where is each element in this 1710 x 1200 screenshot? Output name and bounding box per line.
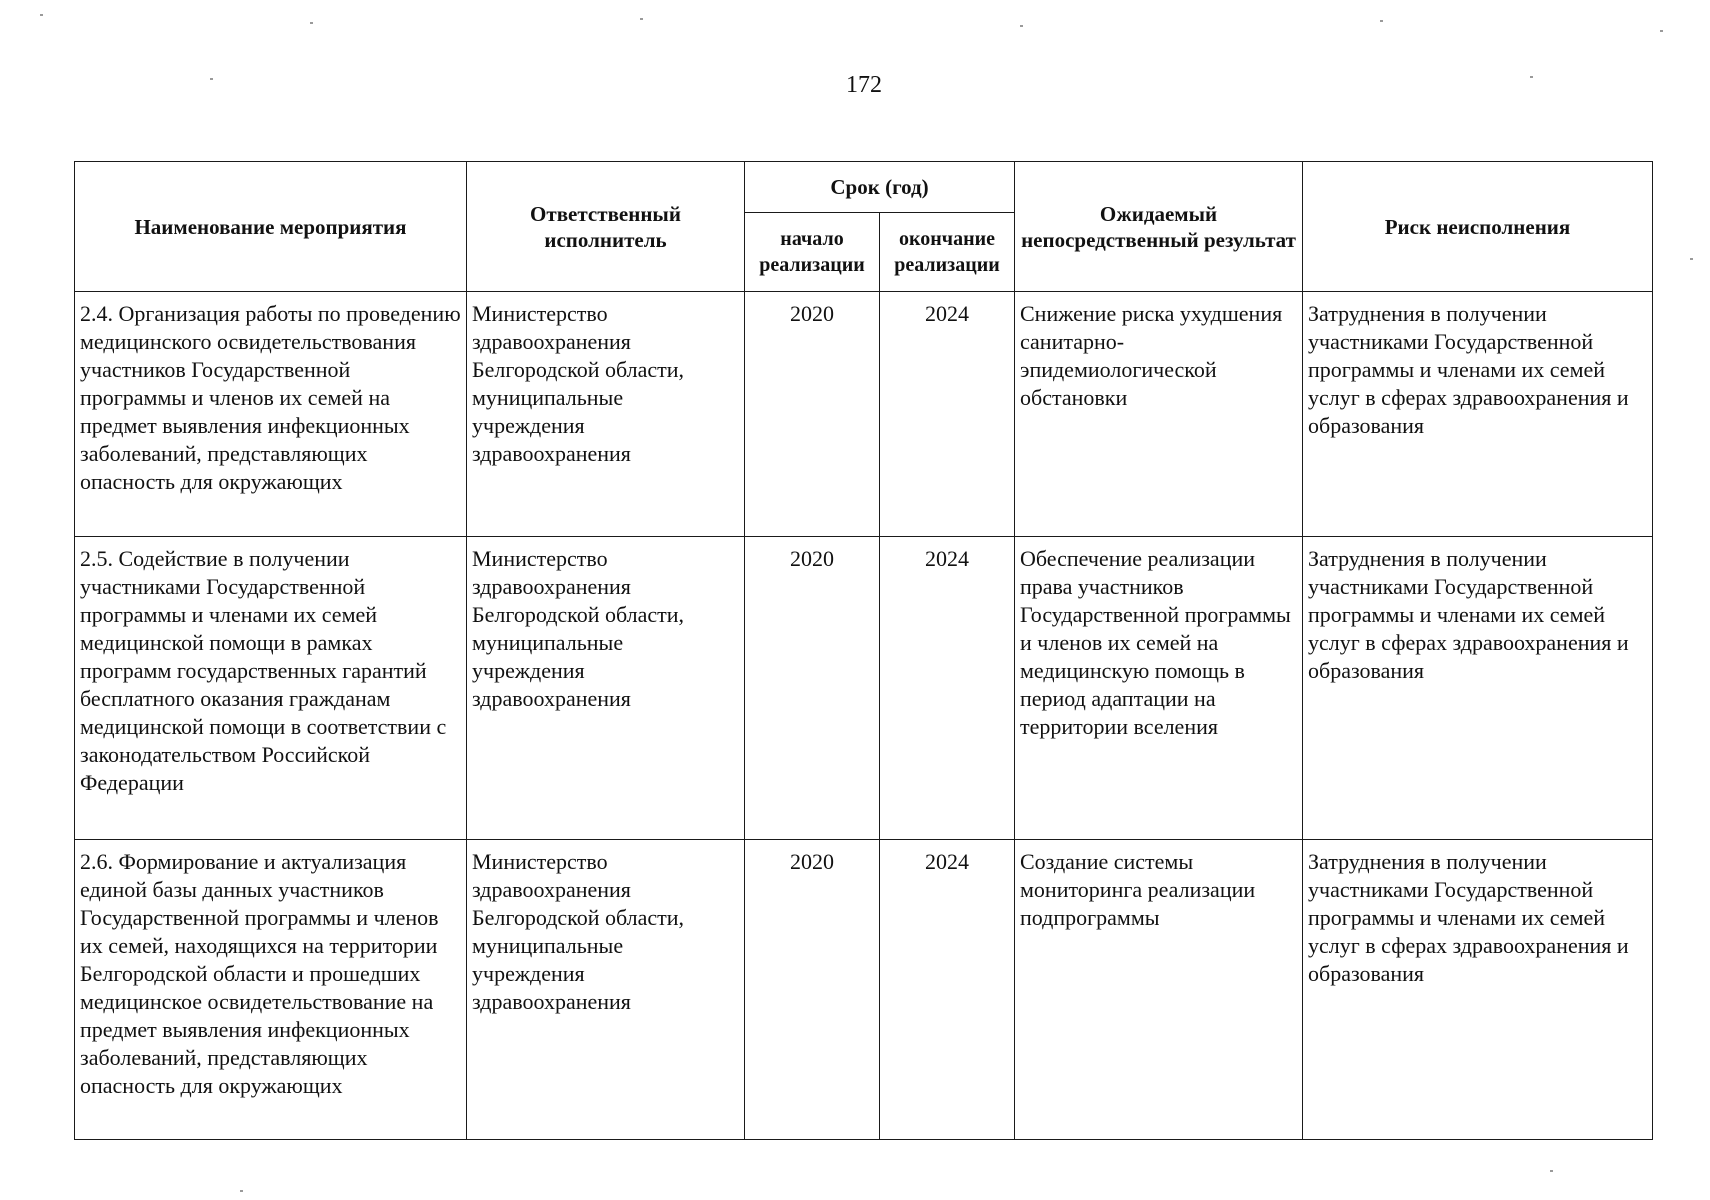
activity-name-cell: 2.6. Формирование и актуализация единой базы данных участников Государственной программы и членов их семей, находящихся на территории Белгородской области и прошедших медицинское освидетельствование на предмет выявления инфекционных заболеваний, представляющих опасность для окружающих (75, 840, 467, 1140)
scan-speck (310, 22, 313, 24)
header-risk: Риск неисполнения (1303, 162, 1653, 292)
header-expected-result: Ожидаемый непосредственный результат (1015, 162, 1303, 292)
scan-speck (40, 14, 43, 16)
header-activity-name: Наименование мероприятия (75, 162, 467, 292)
risk-cell: Затруднения в получении участниками Государственной программы и членами их семей услуг в сферах здравоохранения и образования (1303, 537, 1653, 840)
end-year-cell: 2024 (880, 537, 1015, 840)
expected-result-cell: Снижение риска ухудшения санитарно-эпидемиологической обстановки (1015, 292, 1303, 537)
scan-speck (640, 18, 643, 20)
header-responsible: Ответственный исполнитель (467, 162, 745, 292)
page-number: 172 (846, 72, 882, 98)
responsible-cell: Министерство здравоохранения Белгородской области, муниципальные учреждения здравоохранения (467, 537, 745, 840)
end-year-cell: 2024 (880, 840, 1015, 1140)
start-year-cell: 2020 (745, 537, 880, 840)
activity-name-cell: 2.4. Организация работы по проведению медицинского освидетельствования участников Государственной программы и членов их семей на предмет выявления инфекционных заболеваний, представляющих опасность для окружающих (75, 292, 467, 537)
header-end: окончание реализации (880, 213, 1015, 292)
risk-cell: Затруднения в получении участниками Государственной программы и членами их семей услуг в сферах здравоохранения и образования (1303, 840, 1653, 1140)
table-row (75, 537, 1653, 840)
activities-table (74, 161, 1653, 1140)
start-year-cell: 2020 (745, 840, 880, 1140)
header-row (75, 162, 1653, 213)
start-year-cell: 2020 (745, 292, 880, 537)
scan-speck (1660, 30, 1663, 32)
responsible-cell: Министерство здравоохранения Белгородской области, муниципальные учреждения здравоохранения (467, 292, 745, 537)
expected-result-cell: Создание системы мониторинга реализации подпрограммы (1015, 840, 1303, 1140)
scan-speck (1020, 25, 1023, 27)
scan-speck (240, 1190, 243, 1192)
responsible-cell: Министерство здравоохранения Белгородской области, муниципальные учреждения здравоохранения (467, 840, 745, 1140)
risk-cell: Затруднения в получении участниками Государственной программы и членами их семей услуг в сферах здравоохранения и образования (1303, 292, 1653, 537)
header-start: начало реализации (745, 213, 880, 292)
scan-speck (1550, 1170, 1553, 1172)
header-period: Срок (год) (745, 162, 1015, 213)
activity-name-cell: 2.5. Содействие в получении участниками Государственной программы и членами их семей медицинской помощи в рамках программ государственных гарантий бесплатного оказания гражданам медицинской помощи в соответствии с законодательством Российской Федерации (75, 537, 467, 840)
table-row (75, 840, 1653, 1140)
scan-speck (1380, 20, 1383, 22)
expected-result-cell: Обеспечение реализации права участников Государственной программы и членов их семей на медицинскую помощь в период адаптации на территории вселения (1015, 537, 1303, 840)
scan-speck (1530, 76, 1533, 78)
table-row (75, 292, 1653, 537)
end-year-cell: 2024 (880, 292, 1015, 537)
scan-speck (210, 78, 213, 80)
scan-speck (1690, 258, 1693, 260)
